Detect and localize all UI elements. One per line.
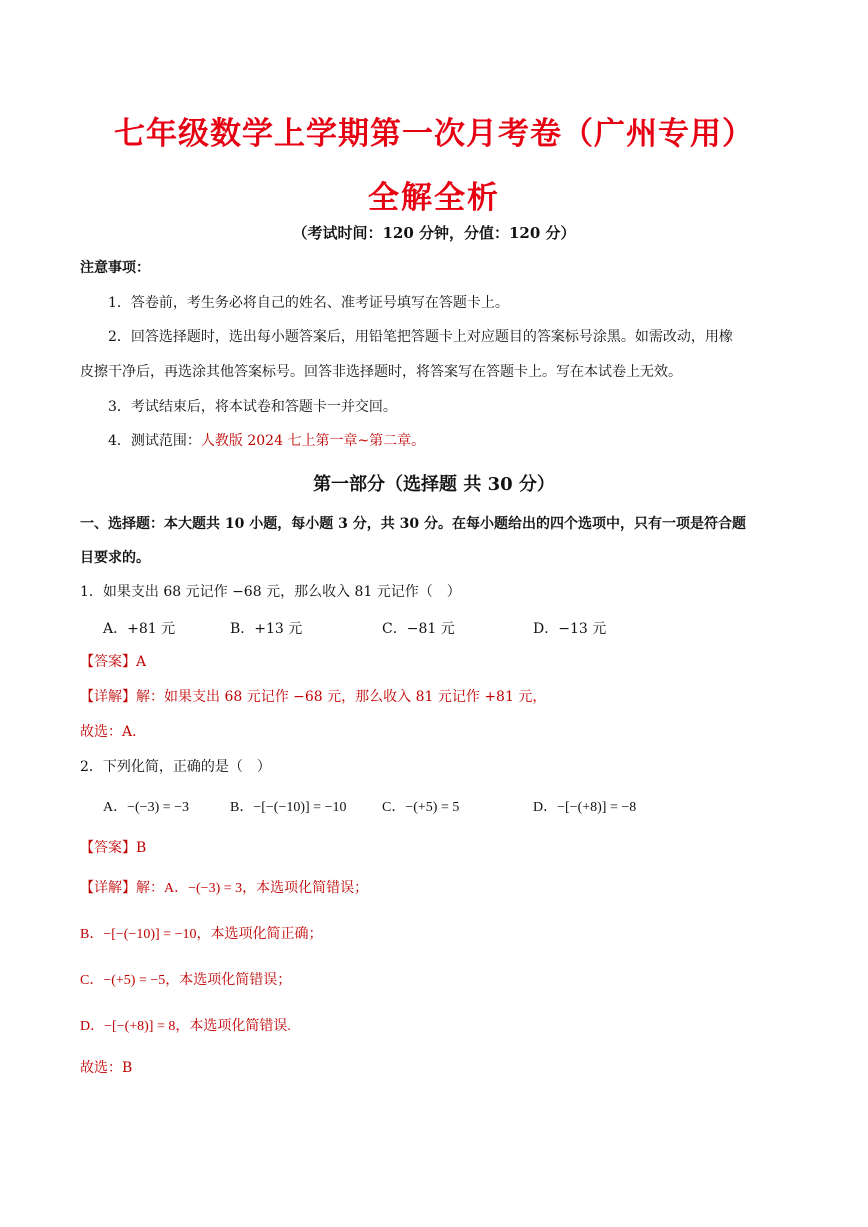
question-1-option-a: A．+81 元 (103, 621, 176, 637)
note-item-4-prefix: 4．测试范围： (108, 433, 201, 449)
section-instruction-line-1: 一、选择题：本大题共 10 小题，每小题 3 分，共 30 分。在每小题给出的四个选项中，只有一项是符合题 (80, 516, 746, 532)
question-2-detail-a (80, 878, 368, 899)
question-2-conclusion: 故选：B (80, 1060, 133, 1076)
document-title: 七年级数学上学期第一次月考卷（广州专用） (114, 116, 754, 152)
question-2-detail-d: D．−[−(+8)] = 8，本选项化简错误. (80, 1019, 291, 1034)
question-2-detail-b: B．−[−(−10)] = −10，本选项化简正确； (80, 927, 323, 942)
question-2-option-b: B．−[−(−10)] = −10 (230, 800, 347, 815)
note-item-4 (108, 431, 425, 451)
question-2-detail-c: C．−(+5) = −5，本选项化简错误； (80, 973, 292, 988)
note-item-4-range: 人教版 2024 七上第一章~第二章。 (200, 433, 426, 449)
answer-label: 【答案】 (80, 654, 136, 670)
question-2-option-d: D．−[−(+8)] = −8 (533, 800, 637, 815)
exam-info: （考试时间：120 分钟，分值：120 分） (292, 224, 576, 242)
detail-label: 【详解】 (80, 689, 136, 705)
section-title: 第一部分（选择题 共 30 分） (313, 474, 555, 495)
detail-text: 解：如果支出 68 元记作 −68 元，那么收入 81 元记作 +81 元， (136, 689, 547, 705)
question-1-conclusion: 故选：A． (80, 724, 147, 740)
answer-value: B (136, 840, 147, 856)
detail-text: 解：A．−(−3) = 3，本选项化简错误； (136, 881, 369, 896)
question-1-stem: 1．如果支出 68 元记作 −68 元，那么收入 81 元记作（ ） (80, 584, 461, 600)
notes-heading: 注意事项： (80, 260, 150, 276)
document-subtitle: 全解全析 (368, 180, 500, 216)
question-1-answer (80, 652, 146, 672)
answer-value: A (136, 654, 147, 670)
question-2-answer (80, 838, 146, 858)
question-1-option-b: B．+13 元 (230, 621, 303, 637)
question-1-detail (80, 687, 546, 707)
question-1-option-c: C．−81 元 (382, 621, 455, 637)
question-2-option-c: C．−(+5) = 5 (382, 800, 460, 815)
detail-label: 【详解】 (80, 880, 136, 896)
note-item-1: 1．答卷前，考生务必将自己的姓名、准考证号填写在答题卡上。 (108, 295, 509, 311)
note-item-2-line-2: 皮擦干净后，再选涂其他答案标号。回答非选择题时，将答案写在答题卡上。写在本试卷上无效。 (80, 364, 682, 380)
question-2-option-a: A．−(−3) = −3 (103, 800, 190, 815)
note-item-3: 3．考试结束后，将本试卷和答题卡一并交回。 (108, 399, 397, 415)
note-item-2-line-1: 2．回答选择题时，选出每小题答案后，用铅笔把答题卡上对应题目的答案标号涂黑。如需改动，用橡 (108, 329, 733, 345)
section-instruction-line-2: 目要求的。 (80, 550, 150, 566)
question-1-option-d: D．−13 元 (533, 621, 607, 637)
question-2-stem: 2．下列化简，正确的是（ ） (80, 759, 271, 775)
answer-label: 【答案】 (80, 840, 136, 856)
